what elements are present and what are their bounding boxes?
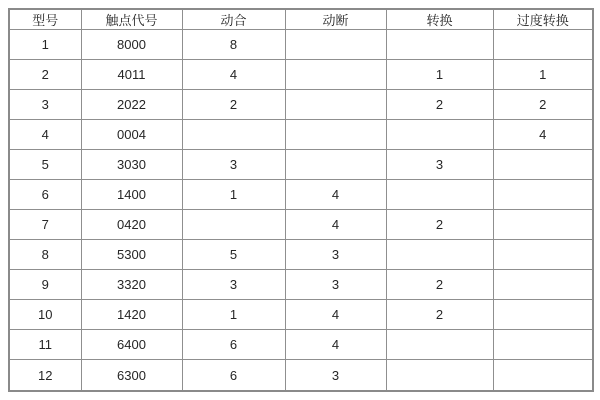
cell-changeover	[386, 330, 493, 360]
cell-normally-closed	[285, 90, 386, 120]
table-row	[9, 360, 593, 391]
table-row	[9, 180, 593, 210]
cell-normally-open: 5	[182, 240, 285, 270]
cell-model: 10	[9, 300, 81, 330]
cell-model: 3	[9, 90, 81, 120]
header-row	[9, 9, 593, 30]
cell-trans-changeover	[493, 150, 593, 180]
cell-normally-closed: 4	[285, 180, 386, 210]
table-row	[9, 90, 593, 120]
header-changeover: 转换	[386, 9, 493, 30]
cell-contact-code: 5300	[81, 240, 182, 270]
table-row	[9, 60, 593, 90]
table-row	[9, 30, 593, 60]
cell-contact-code: 0420	[81, 210, 182, 240]
table-row	[9, 120, 593, 150]
table-row	[9, 150, 593, 180]
cell-normally-open: 8	[182, 30, 285, 60]
cell-trans-changeover	[493, 180, 593, 210]
cell-trans-changeover: 1	[493, 60, 593, 90]
cell-normally-closed: 3	[285, 270, 386, 300]
header-trans-changeover: 过度转换	[493, 9, 593, 30]
cell-normally-open: 6	[182, 330, 285, 360]
header-model: 型号	[9, 9, 81, 30]
cell-changeover: 2	[386, 210, 493, 240]
cell-normally-open: 1	[182, 180, 285, 210]
cell-changeover	[386, 120, 493, 150]
cell-changeover: 2	[386, 300, 493, 330]
cell-contact-code: 8000	[81, 30, 182, 60]
cell-changeover	[386, 30, 493, 60]
header-normally-open: 动合	[182, 9, 285, 30]
cell-normally-closed	[285, 30, 386, 60]
header-contact-code: 触点代号	[81, 9, 182, 30]
cell-trans-changeover	[493, 240, 593, 270]
cell-normally-open	[182, 120, 285, 150]
cell-trans-changeover	[493, 300, 593, 330]
cell-contact-code: 3030	[81, 150, 182, 180]
cell-normally-closed: 4	[285, 330, 386, 360]
cell-trans-changeover	[493, 330, 593, 360]
cell-normally-closed	[285, 150, 386, 180]
cell-model: 9	[9, 270, 81, 300]
cell-trans-changeover	[493, 30, 593, 60]
cell-model: 11	[9, 330, 81, 360]
cell-changeover: 1	[386, 60, 493, 90]
cell-changeover: 2	[386, 270, 493, 300]
table-row	[9, 270, 593, 300]
cell-normally-closed	[285, 120, 386, 150]
cell-changeover: 3	[386, 150, 493, 180]
cell-trans-changeover: 4	[493, 120, 593, 150]
cell-normally-open	[182, 210, 285, 240]
cell-changeover	[386, 180, 493, 210]
cell-contact-code: 6400	[81, 330, 182, 360]
cell-trans-changeover	[493, 270, 593, 300]
cell-normally-open: 6	[182, 360, 285, 391]
cell-model: 6	[9, 180, 81, 210]
cell-normally-open: 1	[182, 300, 285, 330]
cell-normally-open: 3	[182, 150, 285, 180]
cell-trans-changeover	[493, 360, 593, 391]
cell-contact-code: 0004	[81, 120, 182, 150]
cell-changeover	[386, 360, 493, 391]
cell-normally-closed: 3	[285, 360, 386, 391]
cell-contact-code: 1420	[81, 300, 182, 330]
cell-normally-closed	[285, 60, 386, 90]
table-body	[9, 30, 593, 392]
cell-model: 12	[9, 360, 81, 391]
cell-contact-code: 3320	[81, 270, 182, 300]
cell-trans-changeover	[493, 210, 593, 240]
cell-normally-open: 2	[182, 90, 285, 120]
cell-contact-code: 6300	[81, 360, 182, 391]
cell-changeover: 2	[386, 90, 493, 120]
cell-model: 1	[9, 30, 81, 60]
table-row	[9, 300, 593, 330]
cell-model: 8	[9, 240, 81, 270]
cell-normally-closed: 3	[285, 240, 386, 270]
cell-model: 7	[9, 210, 81, 240]
table-row	[9, 240, 593, 270]
cell-model: 5	[9, 150, 81, 180]
cell-changeover	[386, 240, 493, 270]
cell-normally-closed: 4	[285, 300, 386, 330]
table-row	[9, 210, 593, 240]
cell-model: 2	[9, 60, 81, 90]
cell-contact-code: 1400	[81, 180, 182, 210]
cell-normally-closed: 4	[285, 210, 386, 240]
cell-normally-open: 3	[182, 270, 285, 300]
contact-spec-table	[8, 8, 594, 392]
cell-normally-open: 4	[182, 60, 285, 90]
cell-contact-code: 4011	[81, 60, 182, 90]
table-row	[9, 330, 593, 360]
header-normally-closed: 动断	[285, 9, 386, 30]
cell-contact-code: 2022	[81, 90, 182, 120]
cell-trans-changeover: 2	[493, 90, 593, 120]
cell-model: 4	[9, 120, 81, 150]
